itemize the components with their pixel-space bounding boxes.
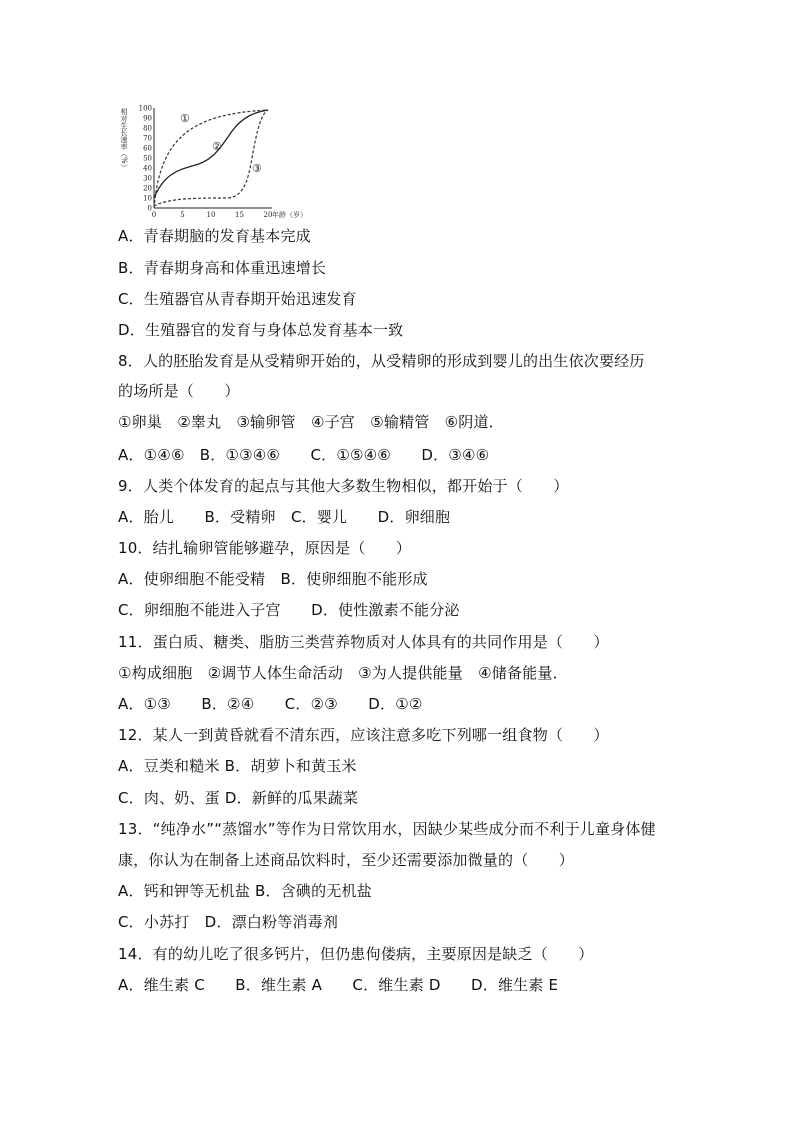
text-line: 8．人的胚胎发育是从受精卵开始的，从受精卵的形成到婴儿的出生依次要经历 <box>118 352 645 370</box>
figure-ylabel: 相对生长速率（%） <box>120 108 128 171</box>
y-tick-label: 90 <box>143 114 152 123</box>
text-line: 13．“纯净水”“蒸馏水”等作为日常饮用水，因缺少某些成分而不利于儿童身体健 <box>118 820 656 838</box>
y-tick-label: 80 <box>143 124 152 133</box>
text-line: 10．结扎输卵管能够避孕，原因是（ ） <box>118 539 412 557</box>
y-tick-label: 70 <box>143 134 152 143</box>
y-tick-label: 40 <box>143 164 152 173</box>
text-line: A．豆类和糙米 B．胡萝卜和黄玉米 <box>118 757 357 775</box>
text-line: A．使卵细胞不能受精 B．使卵细胞不能形成 <box>118 570 428 588</box>
y-tick-label: 60 <box>143 144 152 153</box>
y-tick-label: 20 <box>143 184 152 193</box>
text-line: C．生殖器官从青春期开始迅速发育 <box>118 290 357 308</box>
text-line: A．钙和钾等无机盐 B．含碘的无机盐 <box>118 882 372 900</box>
text-line: A．胎儿 B．受精卵 C．婴儿 D．卵细胞 <box>118 508 451 526</box>
y-tick-label: 0 <box>147 204 152 213</box>
figure-xlabel: 年龄（岁） <box>272 211 307 219</box>
y-tick-label: 100 <box>138 104 152 113</box>
curve-label-3: ③ <box>252 162 262 175</box>
text-line: 11．蛋白质、糖类、脂肪三类营养物质对人体具有的共同作用是（ ） <box>118 633 609 651</box>
text-line: 12．某人一到黄昏就看不清东西，应该注意多吃下列哪一组食物（ ） <box>118 726 609 744</box>
growth-rate-figure <box>118 100 318 222</box>
curve-3 <box>154 110 268 206</box>
x-tick-label: 15 <box>235 211 244 219</box>
x-tick-label: 5 <box>180 211 185 219</box>
text-line: C．肉、奶、蛋 D．新鲜的瓜果蔬菜 <box>118 789 359 807</box>
growth-rate-chart <box>118 100 318 222</box>
curve-2 <box>154 110 268 198</box>
curve-label-1: ① <box>180 112 190 125</box>
x-tick-label: 10 <box>206 211 216 219</box>
y-tick-label: 30 <box>143 174 152 183</box>
text-line: A．维生素 C B．维生素 A C．维生素 D D．维生素 E <box>118 976 559 994</box>
y-tick-label: 50 <box>143 154 152 163</box>
text-line: B．青春期身高和体重迅速增长 <box>118 259 327 277</box>
text-line: C．卵细胞不能进入子宫 D．使性激素不能分泌 <box>118 601 460 619</box>
text-line: 9．人类个体发育的起点与其他大多数生物相似，都开始于（ ） <box>118 477 569 495</box>
text-line: 的场所是（ ） <box>118 382 240 400</box>
text-line: ①构成细胞 ②调节人体生命活动 ③为人提供能量 ④储备能量． <box>118 664 568 682</box>
text-line: 14．有的幼儿吃了很多钙片，但仍患佝偻病，主要原因是缺乏（ ） <box>118 945 594 963</box>
text-line: A．①③ B．②④ C．②③ D．①② <box>118 695 423 713</box>
text-line: C．小苏打 D．漂白粉等消毒剂 <box>118 913 339 931</box>
text-line: D．生殖器官的发育与身体总发育基本一致 <box>118 321 404 339</box>
curve-1 <box>154 110 268 208</box>
x-tick-label: 0 <box>151 211 157 219</box>
x-tick-label: 20 <box>263 211 273 219</box>
y-tick-label: 10 <box>143 194 152 203</box>
text-line: A．①④⑥ B．①③④⑥ C．①⑤④⑥ D．③④⑥ <box>118 446 490 464</box>
curve-label-2: ② <box>212 140 222 153</box>
text-line: A．青春期脑的发育基本完成 <box>118 227 311 245</box>
text-line: 康，你认为在制备上述商品饮料时，至少还需要添加微量的（ ） <box>118 851 575 869</box>
text-line: ①卵巢 ②睾丸 ③输卵管 ④子宫 ⑤输精管 ⑥阴道． <box>118 413 504 431</box>
